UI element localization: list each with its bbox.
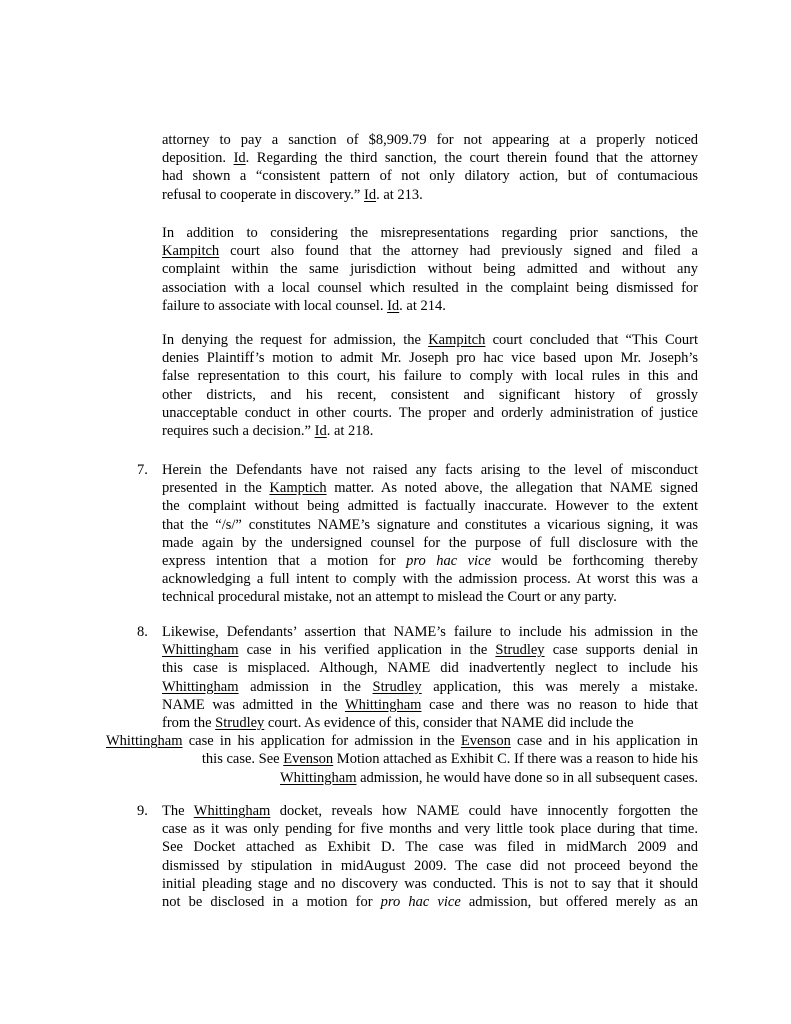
text-run: would be forthcoming thereby	[490, 552, 698, 569]
text-line	[162, 461, 698, 479]
text-run: admission in the	[238, 678, 373, 695]
text-line	[162, 820, 698, 838]
text-line	[162, 534, 698, 552]
text-run: refusal to cooperate in discovery.”	[162, 186, 364, 203]
text-line	[162, 242, 698, 260]
text-run: acknowledging a full intent to comply with the admission process. At worst this was a	[162, 571, 698, 588]
case-citation: Strudley	[215, 714, 265, 731]
text-run: case and in his application in	[510, 733, 698, 750]
text-run: court also found that the attorney had previously signed and filed a	[219, 243, 698, 260]
text-run: admission, he would have done so in all subsequent cases.	[356, 769, 698, 786]
text-run: admission, but offered merely as an	[460, 893, 698, 910]
text-run: Likewise, Defendants’ assertion that NAME’s failure to include his admission in the	[162, 624, 698, 640]
text-run: case supports denial in	[544, 642, 698, 659]
text-run: denies Plaintiff’s motion to admit Mr. Joseph pro hac vice based upon Mr. Joseph’s	[162, 350, 698, 367]
text-run: . at 213.	[376, 186, 423, 203]
paragraph-kampitch-additional	[162, 224, 698, 315]
italic-term: pro hac vice	[406, 552, 491, 569]
text-line	[162, 714, 698, 732]
case-citation: Strudley	[495, 642, 545, 659]
paragraph-number: 8.	[137, 624, 148, 640]
text-line	[162, 769, 698, 787]
text-run: attorney to pay a sanction of $8,909.79 for not appearing at a properly noticed	[162, 132, 698, 148]
text-run: dismissed by stipulation in midAugust 2009. The case did not proceed beyond the	[162, 857, 698, 874]
text-run: other districts, and his recent, consistent and significant history of grossly	[162, 386, 698, 403]
text-line	[162, 131, 698, 149]
text-run: case as it was only pending for five months and very little took place during that time.	[162, 821, 698, 838]
text-run: this case. See	[201, 751, 284, 768]
text-run: The	[162, 803, 194, 819]
text-run: had shown a “consistent pattern of not only dilatory action, but of contumacious	[162, 168, 698, 185]
text-run: . at 218.	[326, 422, 374, 439]
text-run: case in his application for admission in the	[182, 733, 461, 750]
case-citation: Whittingham	[162, 642, 239, 659]
text-run: initial pleading stage and no discovery was conducted. This is not to say that it should	[162, 875, 698, 892]
text-line	[162, 678, 698, 696]
text-line	[106, 732, 698, 750]
text-run: matter. As noted above, the allegation that NAME signed	[326, 480, 698, 497]
case-citation: Kampitch	[162, 243, 220, 260]
text-line	[162, 497, 698, 515]
text-line	[162, 386, 698, 404]
case-citation: Kampitch	[428, 332, 486, 348]
text-run: court. As evidence of this, consider that NAME did include the	[264, 714, 634, 731]
italic-term: pro hac vice	[380, 893, 461, 910]
text-run: In denying the request for admission, the	[162, 332, 429, 348]
text-run: In addition to considering the misrepresentations regarding prior sanctions, the	[162, 225, 698, 241]
text-line	[162, 570, 698, 588]
text-run: application, this was merely a mistake.	[421, 678, 698, 695]
text-line	[162, 750, 698, 768]
text-line	[162, 224, 698, 242]
case-citation: Whittingham	[106, 733, 183, 750]
text-run: presented in the	[162, 480, 270, 497]
text-line	[162, 349, 698, 367]
case-citation: Id	[363, 186, 377, 203]
text-run: See Docket attached as Exhibit D. The case was filed in midMarch 2009 and	[162, 839, 698, 856]
text-run: deposition.	[162, 150, 234, 167]
text-line	[162, 641, 698, 659]
text-line	[162, 857, 698, 875]
text-line	[162, 659, 698, 677]
numbered-paragraph-8	[106, 623, 698, 787]
case-citation: Kamptich	[269, 480, 327, 497]
text-line	[162, 552, 698, 570]
text-run: express intention that a motion for	[162, 552, 407, 569]
text-line	[162, 838, 698, 856]
text-run: failure to associate with local counsel.	[162, 297, 388, 314]
text-run: case in his verified application in the	[238, 642, 496, 659]
text-line	[162, 279, 698, 297]
text-run: Motion attached as Exhibit C. If there was a reason to hide his	[333, 751, 698, 768]
text-line	[162, 186, 698, 204]
paragraph-number: 7.	[137, 462, 148, 478]
text-line	[162, 260, 698, 278]
case-citation: Id	[387, 297, 400, 314]
case-citation: Whittingham	[193, 803, 271, 819]
text-run: . Regarding the third sanction, the court therein found that the attorney	[245, 150, 698, 167]
text-run: association with a local counsel which resulted in the complaint being dismissed for	[162, 279, 698, 296]
case-citation: Evenson	[460, 733, 511, 750]
case-citation: Id	[233, 150, 246, 167]
case-citation: Evenson	[283, 751, 334, 768]
text-line	[162, 422, 698, 440]
text-line	[162, 588, 698, 606]
text-line	[162, 167, 698, 185]
text-run: case and there was no reason to hide that	[421, 696, 698, 713]
text-line	[162, 696, 698, 714]
text-run: . at 214.	[399, 297, 446, 314]
text-run: the complaint without being admitted is factually inaccurate. However to the extent	[162, 498, 698, 515]
text-run: from the	[162, 714, 216, 731]
text-run: court concluded that “This Court	[485, 332, 698, 348]
text-line	[162, 802, 698, 820]
text-run: Herein the Defendants have not raised any facts arising to the level of misconduct	[162, 462, 698, 478]
paragraph-sanction-continued	[162, 131, 698, 204]
text-run: this case is misplaced. Although, NAME did inadvertently neglect to include his	[162, 660, 698, 677]
text-run: docket, reveals how NAME could have innocently forgotten the	[270, 803, 698, 819]
numbered-paragraph-9	[137, 802, 698, 911]
text-line	[162, 297, 698, 315]
text-line	[162, 875, 698, 893]
text-line	[162, 367, 698, 385]
text-run: that the “/s/” constitutes NAME’s signature and constitutes a vicarious signing, it was	[162, 516, 698, 533]
case-citation: Whittingham	[344, 696, 422, 713]
paragraph-kampitch-conclusion	[162, 331, 698, 440]
numbered-paragraph-7	[137, 461, 698, 607]
text-run: unacceptable conduct in other courts. The proper and orderly administration of justice	[162, 404, 698, 421]
text-line	[162, 149, 698, 167]
text-line	[162, 893, 698, 911]
text-run: technical procedural mistake, not an attempt to mislead the Court or any party.	[162, 589, 617, 606]
text-run: complaint within the same jurisdiction without being admitted and without any	[162, 261, 698, 278]
text-line	[162, 516, 698, 534]
text-line	[162, 331, 698, 349]
text-run: NAME was admitted in the	[162, 696, 345, 713]
text-line	[162, 404, 698, 422]
case-citation: Whittingham	[162, 678, 239, 695]
case-citation: Strudley	[372, 678, 422, 695]
text-run: requires such a decision.”	[162, 422, 315, 439]
text-line	[162, 623, 698, 641]
text-line	[162, 479, 698, 497]
case-citation: Id	[314, 422, 327, 439]
text-run: not be disclosed in a motion for	[162, 893, 381, 910]
paragraph-number: 9.	[137, 803, 148, 819]
case-citation: Whittingham	[279, 769, 357, 786]
text-run: made again by the undersigned counsel for the purpose of full disclosure with the	[162, 534, 698, 551]
text-run: false representation to this court, his failure to comply with local rules in this and	[162, 368, 698, 385]
